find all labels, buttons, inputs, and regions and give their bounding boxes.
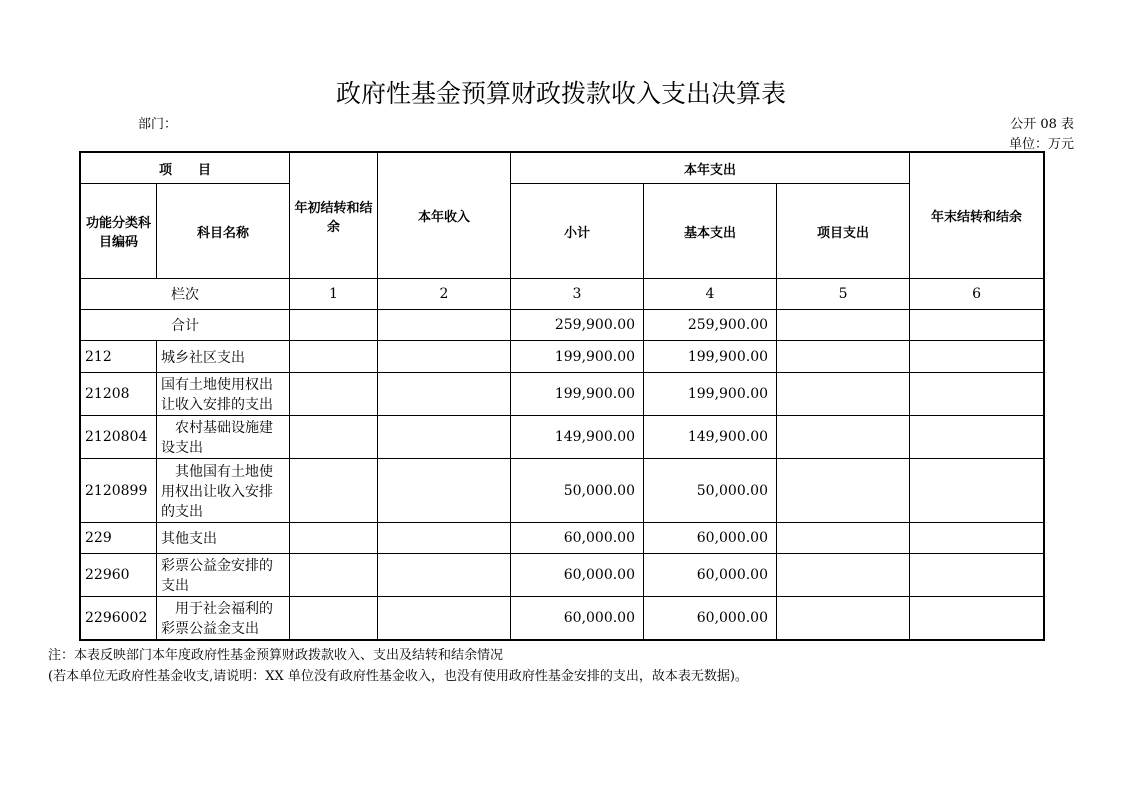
table-row <box>81 554 1044 597</box>
row-subtotal: 149,900.00 <box>511 416 644 459</box>
row-code: 212 <box>81 341 157 373</box>
row-project <box>777 459 910 523</box>
row-income <box>378 554 511 597</box>
department-label: 部门： <box>138 117 178 132</box>
row-name: 彩票公益金安排的支出 <box>157 554 290 597</box>
row-subtotal: 199,900.00 <box>511 373 644 416</box>
header-subtotal: 小计 <box>511 184 644 279</box>
row-name: 其他支出 <box>157 523 290 554</box>
row-name: 农村基础设施建设支出 <box>157 416 290 459</box>
row-income <box>378 523 511 554</box>
row-code: 22960 <box>81 554 157 597</box>
table-row <box>81 523 1044 554</box>
row-subtotal: 60,000.00 <box>511 523 644 554</box>
column-index: 6 <box>910 279 1044 310</box>
row-closing <box>910 373 1044 416</box>
row-income <box>378 459 511 523</box>
row-closing <box>910 416 1044 459</box>
footnote: 注：本表反映部门本年度政府性基金预算财政拨款收入、支出及结转和结余情况 <box>48 648 504 663</box>
header-opening-balance: 年初结转和结余 <box>290 153 378 279</box>
row-basic: 60,000.00 <box>644 597 777 640</box>
row-project <box>777 523 910 554</box>
table-row <box>81 597 1044 640</box>
row-opening <box>290 554 378 597</box>
row-income <box>378 373 511 416</box>
column-index: 4 <box>644 279 777 310</box>
table-row <box>81 459 1044 523</box>
row-income <box>378 597 511 640</box>
row-basic: 149,900.00 <box>644 416 777 459</box>
row-basic: 50,000.00 <box>644 459 777 523</box>
row-code: 21208 <box>81 373 157 416</box>
header-item-name: 科目名称 <box>157 184 290 279</box>
row-name: 城乡社区支出 <box>157 341 290 373</box>
total-opening <box>290 310 378 341</box>
row-project <box>777 554 910 597</box>
fund-table <box>80 152 1044 640</box>
column-index: 5 <box>777 279 910 310</box>
header-expense: 本年支出 <box>511 153 910 184</box>
row-code: 2120804 <box>81 416 157 459</box>
row-opening <box>290 341 378 373</box>
row-subtotal: 50,000.00 <box>511 459 644 523</box>
row-basic: 199,900.00 <box>644 373 777 416</box>
total-closing <box>910 310 1044 341</box>
row-name: 其他国有土地使用权出让收入安排的支出 <box>157 459 290 523</box>
row-opening <box>290 416 378 459</box>
footnote-explanation: (若本单位无政府性基金收支,请说明：XX 单位没有政府性基金收入，也没有使用政府性基金安排的支出，故本表无数据)。 <box>48 669 748 684</box>
header-project-expense: 项目支出 <box>777 184 910 279</box>
row-closing <box>910 341 1044 373</box>
table-row <box>81 416 1044 459</box>
row-opening <box>290 459 378 523</box>
table-row <box>81 373 1044 416</box>
row-code: 2296002 <box>81 597 157 640</box>
header-basic-expense: 基本支出 <box>644 184 777 279</box>
row-closing <box>910 597 1044 640</box>
row-code: 229 <box>81 523 157 554</box>
row-closing <box>910 554 1044 597</box>
row-income <box>378 341 511 373</box>
row-name: 国有土地使用权出让收入安排的支出 <box>157 373 290 416</box>
form-number: 公开 08 表 <box>1010 117 1074 132</box>
column-index: 1 <box>290 279 378 310</box>
row-name: 用于社会福利的彩票公益金支出 <box>157 597 290 640</box>
row-basic: 60,000.00 <box>644 554 777 597</box>
row-subtotal: 199,900.00 <box>511 341 644 373</box>
column-index: 3 <box>511 279 644 310</box>
row-project <box>777 341 910 373</box>
row-opening <box>290 597 378 640</box>
unit-label: 单位：万元 <box>1008 137 1074 152</box>
table-row <box>81 341 1044 373</box>
column-index: 2 <box>378 279 511 310</box>
row-closing <box>910 523 1044 554</box>
row-basic: 199,900.00 <box>644 341 777 373</box>
row-project <box>777 597 910 640</box>
row-income <box>378 416 511 459</box>
page-title: 政府性基金预算财政拨款收入支出决算表 <box>335 79 786 108</box>
row-project <box>777 416 910 459</box>
total-basic: 259,900.00 <box>644 310 777 341</box>
header-closing-balance: 年末结转和结余 <box>910 153 1044 279</box>
total-income <box>378 310 511 341</box>
row-basic: 60,000.00 <box>644 523 777 554</box>
row-code: 2120899 <box>81 459 157 523</box>
row-project <box>777 373 910 416</box>
column-index-label: 栏次 <box>81 279 290 310</box>
header-income: 本年收入 <box>378 153 511 279</box>
row-subtotal: 60,000.00 <box>511 597 644 640</box>
row-closing <box>910 459 1044 523</box>
row-opening <box>290 373 378 416</box>
total-project <box>777 310 910 341</box>
header-project: 项 目 <box>81 153 290 184</box>
total-label: 合计 <box>81 310 290 341</box>
row-subtotal: 60,000.00 <box>511 554 644 597</box>
row-opening <box>290 523 378 554</box>
header-function-code: 功能分类科目编码 <box>81 184 157 279</box>
total-subtotal: 259,900.00 <box>511 310 644 341</box>
